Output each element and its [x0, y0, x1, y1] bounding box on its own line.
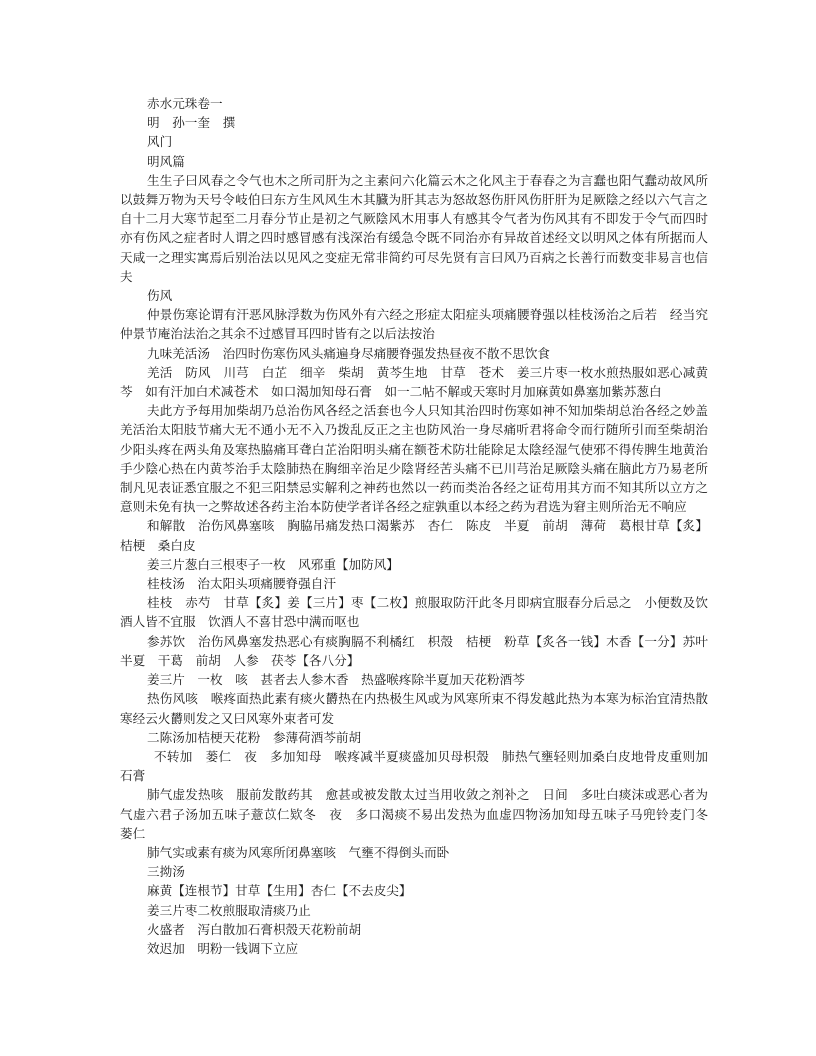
- chapter-heading: 明风篇: [147, 153, 185, 169]
- body-paragraph: 夫此方予每用加柴胡乃总治伤风各经之活套也今人只知其治四时伤寒如神不知加柴胡总治各经之妙盖羌活治太阳肢节痛大无不通小无不入乃拨乱反正之主也防风治一身尽痛听君将命令而行随所引而至柴胡治少阳头疼在两头角及寒热脇痛耳聋白芷治阳明头痛在额苍术防壮能除足太陰经湿气使邪不得传脾生地黄治手少陰心热在内黄芩治手太陰肺热在胸细辛治足少陰肾经苦头痛不已川芎治足厥陰头痛在脑此方乃易老所制凡见表证悉宜服之不犯三阳禁忌实解利之神药也然以一药而类治各经之证苟用其方而不知其所以立方之意则未免有执一之弊故述各药主治本防使学者详各经之症孰重以本经之药为君选为窘主则所治无不响应: [120, 403, 708, 515]
- formula-ingredients: 火盛者 泻白散加石膏枳殼天花粉前胡: [147, 921, 362, 937]
- body-paragraph: 肺气虚发热咳 服前发散药其 愈甚或被发散太过当用收敛之剂补之 日间 多吐白痰沫或恶心者为气虚六君子汤加五味子薏苡仁欵冬 夜 多口渴痰不易出发热为血虚四物汤加知母五味子马兜铃麦门冬 蒌仁: [120, 787, 721, 841]
- book-title: 赤水元珠卷一: [147, 96, 223, 111]
- formula-heading: 九味羌活汤 治四时伤寒伤风头痛遍身尽痛腰脊强发热昼夜不散不思饮食: [147, 345, 550, 361]
- formula-ingredients: 姜三片枣二枚煎服取清痰乃止: [147, 902, 311, 918]
- body-paragraph: 仲景伤寒论谓有汗恶风脉浮数为伤风外有六经之形症太阳症头项痛腰脊强以桂枝汤治之后若 经当究仲景节庵治法治之其余不过感冒耳四时皆有之以后法按治: [120, 307, 708, 342]
- body-paragraph: 肺气实或素有痰为风寒所闭鼻塞咳 气壅不得倒头而卧: [147, 844, 450, 860]
- formula-ingredients: 桂枝 赤芍 甘草【炙】姜【三片】枣【二枚】煎服取防汗此冬月即病宜服春分后忌之 小便数及饮酒人皆不宜服 饮酒人不喜甘恐中满而呕也: [120, 595, 708, 630]
- formula-heading: 桂枝汤 治太阳头项痛腰脊强自汗: [147, 576, 336, 592]
- body-paragraph: 热伤风咳 喉疼面热此素有痰火欝热在内热极生风或为风寒所束不得发越此热为本寒为标治宜清热散寒经云火欝则发之又曰风寒外束者可发: [120, 691, 708, 726]
- section-heading: 风门: [147, 134, 173, 150]
- author-line: 明 孙一奎 撰: [147, 115, 236, 131]
- formula-heading: 二陈汤加桔梗天花粉 参薄荷酒芩前胡: [147, 729, 362, 745]
- formula-heading: 三拗汤: [147, 864, 185, 880]
- formula-ingredients: 效迟加 明粉一钱调下立应: [147, 940, 299, 956]
- formula-heading: 参苏饮 治伤风鼻塞发热恶心有痰胸膈不利橘红 枳殼 桔梗 粉草【炙各一钱】木香【一分】苏叶半夏 干葛 前胡 人参 茯苓【各八分】: [120, 633, 708, 668]
- formula-ingredients: 姜三片 一枚 咳 甚者去人参木香 热盛喉疼除半夏加天花粉酒芩: [147, 672, 525, 688]
- formula-ingredients: 羌活 防风 川芎 白芷 细辛 柴胡 黄芩生地 甘草 苍术 姜三片枣一枚水煎热服如恶心减黄芩 如有汗加白术减苍术 如口渴加知母石膏 如一二帖不解或天寒时月加麻黄如鼻塞加紫苏葱白: [120, 364, 708, 400]
- formula-ingredients: 不转加 蒌仁 夜 多加知母 喉疼减半夏痰盛加贝母枳殼 肺热气壅轻则加桑白皮地骨皮重则加石膏: [120, 748, 708, 784]
- body-paragraph: 生生子曰风春之令气也木之所司肝为之主素问六化篇云木之化风主于春春之为言蠢也阳气蠢动故风所以鼓舞万物为天号令岐伯曰东方生风风生木其臓为肝其志为怒故怒伤肝风伤肝肝为足厥陰之经以六气言之自十二月大寒节起至二月春分节止是初之气厥陰风木用事人有感其令气者为伤风其有不即发于令气而四时亦有伤风之症者时人谓之四时感冒感有浅深治有缓急令既不同治亦有异故首述经文以明风之体有所据而人天咸一之理实寓焉后别治法以见风之变症无常非简约可尽先贤有言曰风乃百病之长善行而数变非易言也信夫: [120, 172, 708, 284]
- formula-ingredients: 姜三片葱白三根枣子一枚 风邪重【加防风】: [147, 556, 399, 572]
- formula-ingredients: 麻黄【连根节】甘草【生用】杏仁【不去皮尖】: [147, 883, 412, 899]
- formula-heading: 和解散 治伤风鼻塞咳 胸脇吊痛发热口渴紫苏 杏仁 陈皮 半夏 前胡 薄荷 葛根甘草【炙】桔梗 桑白皮: [120, 518, 708, 553]
- subsection-heading: 伤风: [147, 288, 173, 304]
